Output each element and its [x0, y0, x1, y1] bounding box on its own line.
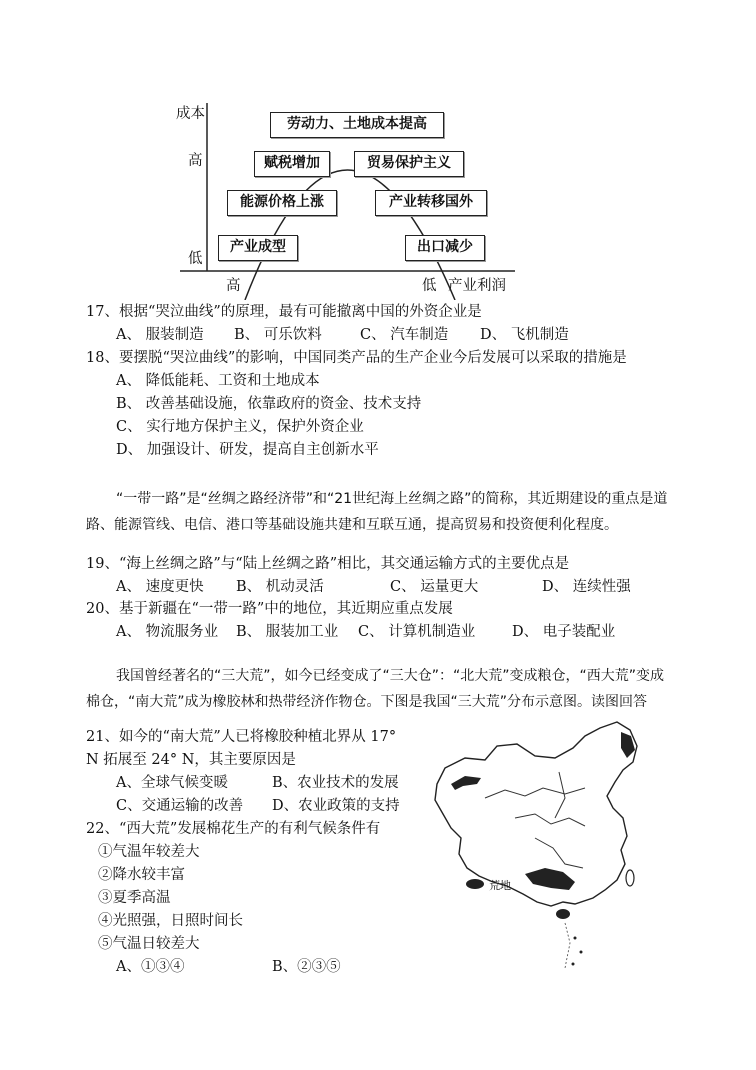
box-trade-protectionism: 贸易保护主义	[354, 151, 464, 177]
box-tax-increase: 赋税增加	[254, 151, 330, 177]
q22-item-5: ⑤气温日较差大	[98, 936, 200, 952]
question-21-line2: N 拓展至 24° N，其主要原因是	[86, 752, 296, 768]
box-industry-transfer: 产业转移国外	[375, 190, 487, 216]
q22-item-2: ②降水较丰富	[98, 867, 185, 883]
q18-option-c: C、 实行地方保护主义，保护外资企业	[116, 419, 364, 435]
q19-option-b: B、 机动灵活	[236, 579, 324, 595]
question-21-line1: 21、如今的“南大荒”人已将橡胶种植北界从 17°	[86, 729, 397, 745]
passage-belt-and-road: “一带一路”是“丝绸之路经济带”和“21世纪海上丝绸之路”的简称，其近期建设的重点是道路、能源管线、电信、港口等基础设施共建和互联互通，提高贸易和投资便利化程度。	[86, 491, 668, 533]
q19-option-d: D、 连续性强	[542, 579, 631, 595]
q20-option-d: D、 电子装配业	[512, 624, 616, 640]
box-labor-land-cost: 劳动力、土地成本提高	[270, 112, 444, 138]
question-19: 19、“海上丝绸之路”与“陆上丝绸之路”相比，其交通运输方式的主要优点是	[86, 556, 570, 572]
q19-option-c: C、 运量更大	[390, 579, 479, 595]
q22-item-3: ③夏季高温	[98, 890, 171, 906]
q17-option-d: D、 飞机制造	[480, 327, 569, 343]
q22-item-1: ①气温年较差大	[98, 844, 200, 860]
q21-option-d: D、农业政策的支持	[272, 798, 400, 814]
map-legend-label: 荒地	[489, 879, 511, 892]
q22-item-4: ④光照强，日照时间长	[98, 913, 243, 929]
q18-option-d: D、 加强设计、研发，提高自主创新水平	[116, 442, 379, 458]
q20-option-a: A、 物流服务业	[116, 624, 219, 640]
question-17: 17、根据“哭泣曲线”的原理，最有可能撤离中国的外资企业是	[86, 304, 482, 320]
q19-option-a: A、 速度更快	[116, 579, 204, 595]
q17-option-c: C、 汽车制造	[360, 327, 449, 343]
q20-option-c: C、 计算机制造业	[358, 624, 476, 640]
question-22: 22、“西大荒”发展棉花生产的有利气候条件有	[86, 821, 381, 837]
q18-option-a: A、 降低能耗、工资和土地成本	[116, 373, 320, 389]
q21-option-b: B、农业技术的发展	[272, 775, 399, 791]
q21-option-c: C、交通运输的改善	[116, 798, 244, 814]
box-energy-price: 能源价格上涨	[227, 190, 337, 216]
box-export-decrease: 出口减少	[405, 235, 485, 261]
box-industry-formed: 产业成型	[218, 235, 298, 261]
q18-option-b: B、 改善基础设施，依靠政府的资金、技术支持	[116, 396, 422, 412]
q20-option-b: B、 服装加工业	[236, 624, 339, 640]
q17-option-b: B、 可乐饮料	[234, 327, 322, 343]
q21-option-a: A、全球气候变暖	[116, 775, 228, 791]
x-axis-label: 产业利润	[448, 278, 506, 294]
question-18: 18、要摆脱“哭泣曲线”的影响，中国同类产品的生产企业今后发展可以采取的措施是	[86, 350, 627, 366]
china-wasteland-map	[425, 718, 665, 973]
q22-option-b: B、②③⑤	[272, 959, 341, 975]
question-20: 20、基于新疆在“一带一路”中的地位，其近期应重点发展	[86, 601, 453, 617]
y-low-label: 低	[188, 251, 203, 267]
x-low-label: 低	[422, 278, 437, 294]
china-outline-map	[425, 718, 665, 973]
q17-option-a: A、 服装制造	[116, 327, 204, 343]
y-axis-label: 成本	[176, 106, 205, 122]
x-high-label: 高	[226, 278, 241, 294]
passage-three-wastelands: 我国曾经著名的“三大荒”，如今已经变成了“三大仓”：“北大荒”变成粮仓，“西大荒”变成棉仓，“南大荒”成为橡胶林和热带经济作物仓。下图是我国“三大荒”分布示意图。读图回答	[86, 668, 665, 710]
y-high-label: 高	[188, 153, 203, 169]
q22-option-a: A、①③④	[116, 959, 185, 975]
